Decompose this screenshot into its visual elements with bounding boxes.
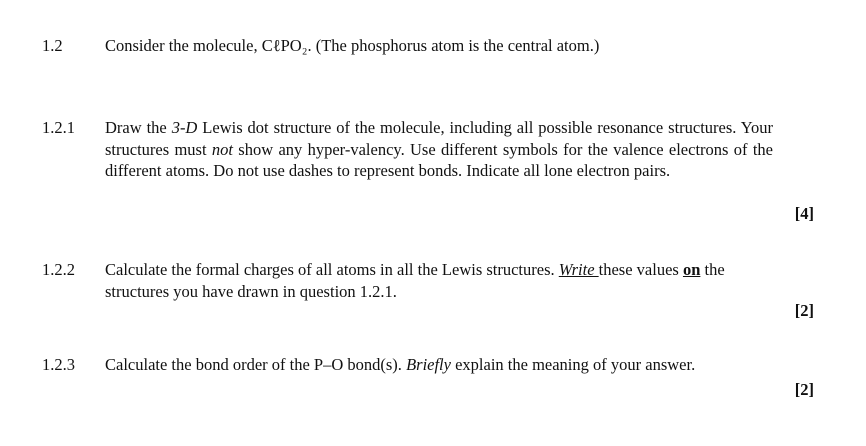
q123-text-part: Calculate the bond order of the P–O bond(s). bbox=[105, 355, 407, 374]
question-number-1-2-1: 1.2.1 bbox=[42, 118, 75, 137]
q121-text-not: not bbox=[211, 139, 233, 159]
q121-text-part: Lewis dot structure of the molecule, including all possible resonance structures. Your structures must bbox=[105, 118, 773, 159]
question-text-1-2-3 bbox=[105, 354, 773, 376]
q122-text-write: Write bbox=[558, 260, 599, 279]
question-number-1-2-3: 1.2.3 bbox=[42, 355, 75, 374]
q123-text-briefly: Briefly bbox=[406, 355, 451, 374]
q122-text-part: Calculate the formal charges of all atoms in all the Lewis structures. bbox=[105, 260, 559, 279]
question-number-1-2-2: 1.2.2 bbox=[42, 260, 75, 279]
q121-text-part: Draw the bbox=[105, 118, 172, 137]
marks-1-2-2: [2] bbox=[794, 301, 814, 320]
q123-text-part: explain the meaning of your answer. bbox=[450, 355, 696, 374]
q121-text-3d: 3-D bbox=[171, 118, 198, 137]
q122-text-part: these values bbox=[598, 260, 683, 279]
q122-text-part: the structures you have drawn in question 1.2.1. bbox=[105, 260, 725, 301]
question-text-1-2: Consider the molecule, CℓPO₂. (The phosphorus atom is the central atom.) bbox=[105, 36, 600, 55]
marks-1-2-3: [2] bbox=[794, 380, 814, 399]
marks-1-2-1: [4] bbox=[794, 204, 814, 223]
q121-text-part: show any hyper-valency. Use different symbols for the valence electrons of the different atoms. Do not use dashes to represent bonds. Indicate all lone electron pairs. bbox=[105, 139, 773, 180]
question-text-1-2-1 bbox=[105, 117, 773, 182]
q122-text-on: on bbox=[682, 260, 701, 279]
question-text-1-2-2 bbox=[105, 259, 773, 302]
question-number-1-2: 1.2 bbox=[42, 36, 63, 55]
